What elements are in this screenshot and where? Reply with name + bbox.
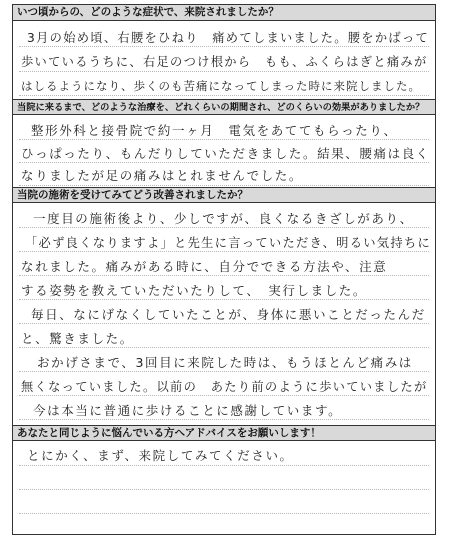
survey-frame [12, 4, 436, 535]
answer-3-line-2: 「必ず良くなりますよ」と先生に言っていただき、明るい気持ちに [25, 236, 432, 250]
ruled-line [19, 395, 429, 396]
ruled-line [19, 71, 429, 72]
ruled-line [19, 95, 429, 96]
question-2-header: 当院に来るまで、どのような治療を、どれくらいの期間され、どのくらいの効果がありましたか？ [13, 99, 435, 115]
ruled-line [19, 347, 429, 348]
answer-3-line-3: なれました。痛みがある時に、自分でできる方法や、注意 [21, 259, 388, 274]
answer-3-area [13, 203, 435, 425]
ruled-line [19, 275, 429, 276]
answer-3-line-7: おかげさまで、3回目に来院した時は、もうほとんど痛みは [37, 355, 413, 370]
question-3-header: 当院の施術を受けてみてどう改善されましたか？ [13, 187, 435, 203]
answer-2-line-3: なりましたが足の痛みはとれませんでした。 [21, 168, 304, 183]
ruled-line [19, 139, 429, 140]
answer-3-line-5: 毎日、なにげなくしていたことが、身体に悪いことだったんだ [31, 307, 426, 322]
question-1-header: いつ頃からの、どのような症状で、来院されましたか？ [13, 5, 435, 21]
ruled-line [19, 46, 429, 47]
answer-3-line-1: 一度目の施術後より、少しですが、良くなるきざしがあり、 [33, 211, 414, 226]
answer-2-area [13, 115, 435, 189]
question-4-header: あなたと同じように悩んでいる方へアドバイスをお願いします！ [13, 425, 435, 441]
ruled-line [19, 227, 429, 228]
answer-4-line-1: とにかく、まず、来院してみてください。 [27, 448, 294, 463]
answer-4-area [13, 441, 435, 535]
answer-2-line-1: 整形外科と接骨院で約一ヶ月 電気をあててもらったり、 [31, 123, 398, 138]
ruled-line [19, 323, 429, 324]
ruled-line [19, 299, 429, 300]
answer-2-line-2: ひっぱったり、もんだりしていただきました。結果、腰痛は良く [21, 146, 430, 161]
answer-1-line-1: 3月の始め頃、右腰をひねり 痛めてしまいました。腰をかばって [27, 31, 430, 45]
answer-3-line-4: する姿勢を教えていただいたりして、 実行しました。 [21, 283, 368, 298]
answer-3-line-6: と、驚きました。 [21, 331, 134, 346]
ruled-line [19, 251, 429, 252]
answer-1-area [13, 21, 435, 101]
answer-3-line-8: 無くなっていました。以前の あたり前のように歩いていましたが [21, 380, 428, 394]
ruled-line [19, 465, 429, 466]
ruled-line [19, 371, 429, 372]
answer-1-line-2: 歩いているうちに、右足のつけ根から もも、ふくらはぎと痛みが [21, 55, 428, 69]
ruled-line [19, 185, 429, 186]
ruled-line [19, 489, 429, 490]
ruled-line [19, 513, 429, 514]
ruled-line [19, 162, 429, 163]
ruled-line [19, 419, 429, 420]
answer-1-line-3: はしるようになり、歩くのも苦痛になってしまった時に来院しました。 [21, 79, 421, 93]
answer-3-line-9: 今は本当に普通に歩けることに感謝しています。 [33, 403, 343, 418]
